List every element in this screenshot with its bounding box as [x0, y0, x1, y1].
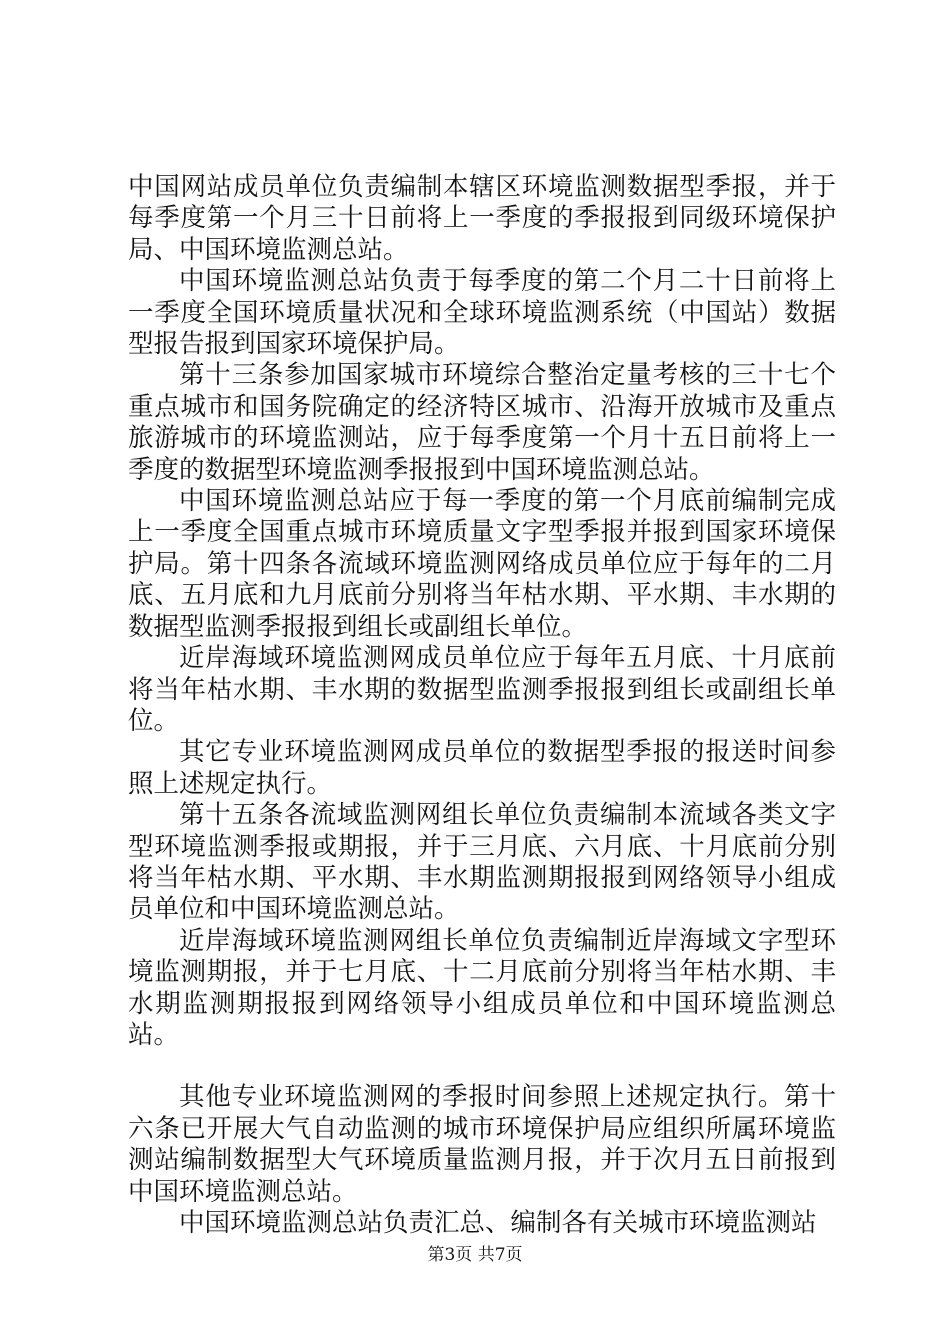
document-body — [128, 172, 836, 1239]
paragraph-3: 第十三条参加国家城市环境综合整治定量考核的三十七个重点城市和国务院确定的经济特区城市、沿海开放城市及重点旅游城市的环境监测站，应于每季度第一个月十五日前将上一季度的数据型环境监测季报报到中国环境监测总站。 — [128, 360, 836, 485]
paragraph-5: 近岸海域环境监测网成员单位应于每年五月底、十月底前将当年枯水期、丰水期的数据型监测季报报到组长或副组长单位。 — [128, 643, 836, 736]
paragraph-8: 近岸海域环境监测网组长单位负责编制近岸海域文字型环境监测期报，并于七月底、十二月底前分别将当年枯水期、丰水期监测期报报到网络领导小组成员单位和中国环境监测总站。 — [128, 925, 836, 1050]
paragraph-4: 中国环境监测总站应于每一季度的第一个月底前编制完成上一季度全国重点城市环境质量文字型季报并报到国家环境保护局。第十四条各流域环境监测网络成员单位应于每年的二月底、五月底和九月底前分别将当年枯水期、平水期、丰水期的数据型监测季报报到组长或副组长单位。 — [128, 486, 836, 642]
paragraph-6: 其它专业环境监测网成员单位的数据型季报的报送时间参照上述规定执行。 — [128, 737, 836, 799]
page-number-footer: 第3页 共7页 — [427, 1245, 523, 1265]
paragraph-1: 中国网站成员单位负责编制本辖区环境监测数据型季报，并于每季度第一个月三十日前将上一季度的季报报到同级环境保护局、中国环境监测总站。 — [128, 172, 836, 265]
paragraph-9: 其他专业环境监测网的季报时间参照上述规定执行。第十六条已开展大气自动监测的城市环境保护局应组织所属环境监测站编制数据型大气环境质量监测月报，并于次月五日前报到中国环境监测总站。 — [128, 1082, 836, 1207]
paragraph-10: 中国环境监测总站负责汇总、编制各有关城市环境监测站 — [179, 1208, 817, 1238]
paragraph-2: 中国环境监测总站负责于每季度的第二个月二十日前将上一季度全国环境质量状况和全球环境监测系统（中国站）数据型报告报到国家环境保护局。 — [128, 266, 836, 360]
paragraph-7: 第十五条各流域监测网组长单位负责编制本流域各类文字型环境监测季报或期报，并于三月底、六月底、十月底前分别将当年枯水期、平水期、丰水期监测期报报到网络领导小组成员单位和中国环境监测总站。 — [128, 800, 836, 925]
